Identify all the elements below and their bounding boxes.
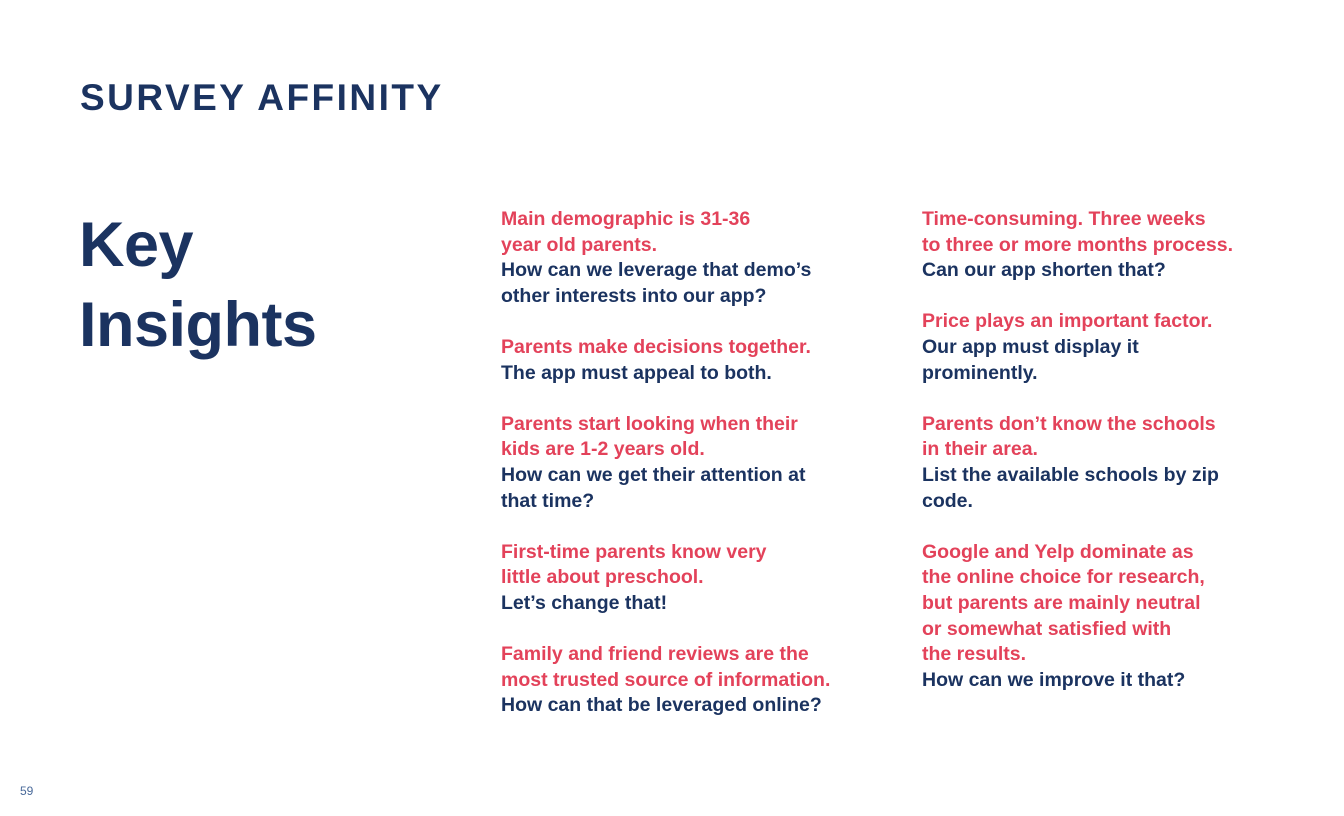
finding-line: Family and friend reviews are the bbox=[501, 643, 809, 666]
finding-line: Parents make decisions together. bbox=[501, 335, 811, 358]
finding-line: but parents are mainly neutral bbox=[922, 591, 1201, 614]
question-line: Our app must display it bbox=[922, 335, 1139, 358]
question-line: The app must appeal to both. bbox=[501, 361, 772, 384]
finding-line: Google and Yelp dominate as bbox=[922, 540, 1194, 563]
finding-line: Price plays an important factor. bbox=[922, 310, 1213, 333]
insight-finding bbox=[501, 335, 901, 361]
finding-line: Time-consuming. Three weeks bbox=[922, 208, 1206, 230]
finding-line: Parents don’t know the schools bbox=[922, 412, 1216, 435]
finding-line: Parents start looking when their bbox=[501, 412, 798, 435]
insight-finding bbox=[501, 412, 901, 463]
finding-line: year old parents. bbox=[501, 233, 658, 256]
insight-item bbox=[501, 412, 901, 514]
finding-line: or somewhat satisfied with bbox=[922, 617, 1172, 640]
insight-question bbox=[501, 591, 901, 617]
insight-finding bbox=[922, 540, 1332, 668]
question-line: that time? bbox=[501, 489, 595, 512]
insights-column-left bbox=[501, 207, 901, 744]
insight-finding bbox=[922, 412, 1332, 463]
insight-question bbox=[501, 693, 901, 719]
finding-line: kids are 1-2 years old. bbox=[501, 438, 705, 461]
question-line: other interests into our app? bbox=[501, 284, 767, 307]
insight-item bbox=[922, 412, 1332, 514]
heading-line-insights: Insights bbox=[79, 290, 317, 360]
question-line: How can that be leveraged online? bbox=[501, 694, 822, 717]
insights-column-right bbox=[922, 207, 1332, 719]
insight-question bbox=[922, 668, 1332, 694]
finding-line: little about preschool. bbox=[501, 566, 704, 589]
section-title: SURVEY AFFINITY bbox=[80, 77, 444, 118]
page-number: 59 bbox=[20, 784, 34, 798]
insight-finding bbox=[501, 642, 901, 693]
question-line: How can we leverage that demo’s bbox=[501, 259, 812, 282]
page-heading bbox=[79, 205, 317, 365]
finding-line: the results. bbox=[922, 643, 1027, 666]
insight-item bbox=[922, 540, 1332, 694]
finding-line: First-time parents know very bbox=[501, 540, 767, 563]
insight-finding bbox=[501, 207, 901, 258]
question-line: prominently. bbox=[922, 361, 1038, 384]
insight-item bbox=[501, 540, 901, 617]
insight-question bbox=[922, 335, 1332, 386]
insight-item bbox=[501, 335, 901, 386]
insight-question bbox=[501, 463, 901, 514]
question-line: code. bbox=[922, 489, 973, 512]
insight-question bbox=[922, 258, 1332, 284]
insight-question bbox=[501, 258, 901, 309]
finding-line: the online choice for research, bbox=[922, 566, 1205, 589]
question-line: List the available schools by zip bbox=[922, 463, 1219, 486]
insight-finding bbox=[922, 207, 1332, 258]
question-line: How can we improve it that? bbox=[922, 668, 1186, 691]
insight-finding bbox=[501, 540, 901, 591]
heading-line-key: Key bbox=[79, 210, 194, 280]
finding-line: Main demographic is 31-36 bbox=[501, 208, 751, 230]
question-line: Can our app shorten that? bbox=[922, 259, 1166, 282]
insight-item bbox=[501, 207, 901, 309]
insight-finding bbox=[922, 309, 1332, 335]
finding-line: most trusted source of information. bbox=[501, 668, 831, 691]
insight-question bbox=[922, 463, 1332, 514]
insight-question bbox=[501, 361, 901, 387]
insight-item bbox=[501, 642, 901, 719]
insight-item bbox=[922, 309, 1332, 386]
insight-item bbox=[922, 207, 1332, 284]
question-line: Let’s change that! bbox=[501, 591, 668, 614]
finding-line: in their area. bbox=[922, 438, 1038, 461]
question-line: How can we get their attention at bbox=[501, 463, 806, 486]
finding-line: to three or more months process. bbox=[922, 233, 1233, 256]
